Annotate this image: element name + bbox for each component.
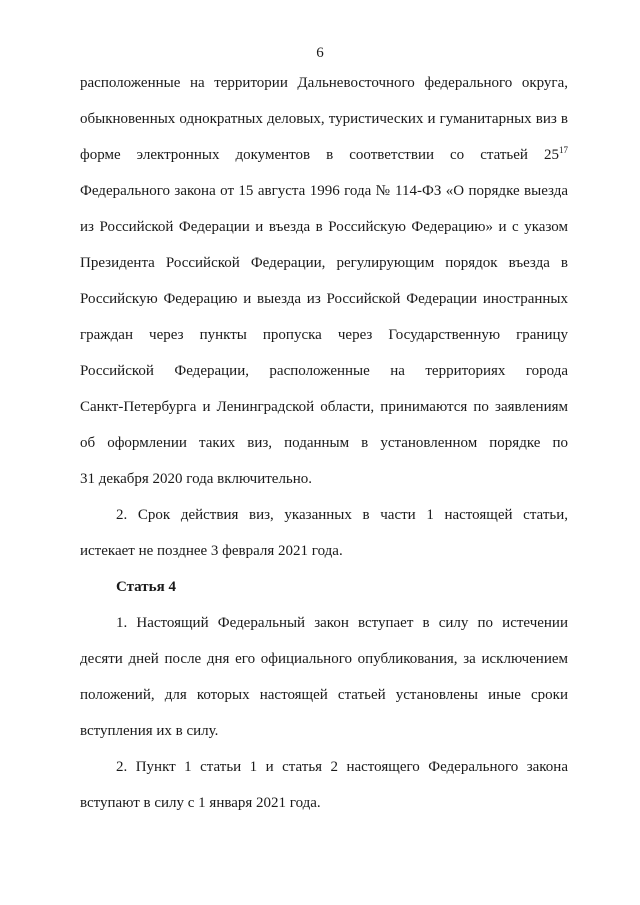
- text-line: 2. Срок действия виз, указанных в части 1 настоящей статьи,: [116, 507, 568, 523]
- text-line: об оформлении таких виз, поданным в установленном порядке по: [80, 435, 568, 451]
- text-line: обыкновенных однократных деловых, туристических и гуманитарных виз в: [80, 111, 568, 127]
- text-line: 1. Настоящий Федеральный закон вступает в силу по истечении: [116, 615, 568, 631]
- text-line: десяти дней после дня его официального опубликования, за исключением: [80, 651, 568, 667]
- document-body: [80, 72, 568, 828]
- text-line: Санкт-Петербурга и Ленинградской области, принимаются по заявлениям: [80, 399, 568, 415]
- text-line: 31 декабря 2020 года включительно.: [80, 471, 313, 487]
- text-line: положений, для которых настоящей статьей установлены иные сроки: [80, 687, 568, 703]
- text-line: 2. Пункт 1 статьи 1 и статья 2 настоящего Федерального закона: [116, 759, 568, 775]
- text-line: Президента Российской Федерации, регулирующим порядок въезда в: [80, 255, 568, 271]
- superscript: 17: [559, 145, 568, 155]
- text-line: Российской Федерации, расположенные на территориях города: [80, 363, 568, 379]
- article-4-paragraph-2: [80, 756, 568, 828]
- text-line: Российскую Федерацию и выезда из Российской Федерации иностранных: [80, 291, 568, 307]
- text-line: Федерального закона от 15 августа 1996 года № 114-ФЗ «О порядке выезда: [80, 183, 568, 199]
- text-line: [80, 144, 568, 180]
- paragraph-validity: [80, 504, 568, 576]
- text-line: истекает не позднее 3 февраля 2021 года.: [80, 543, 343, 559]
- article-heading: Статья 4: [116, 579, 176, 595]
- text-line: из Российской Федерации и въезда в Российскую Федерацию» и с указом: [80, 219, 568, 235]
- text-line: граждан через пункты пропуска через Государственную границу: [80, 327, 568, 343]
- text-line: вступают в силу с 1 января 2021 года.: [80, 795, 321, 811]
- text-line-main: форме электронных документов в соответствии со статьей 25: [80, 147, 559, 163]
- text-line: расположенные на территории Дальневосточного федерального округа,: [80, 75, 568, 91]
- article-4-paragraph-1: [80, 612, 568, 756]
- text-line: вступления их в силу.: [80, 723, 219, 739]
- page-number: 6: [316, 45, 324, 61]
- paragraph-continuation: [80, 72, 568, 504]
